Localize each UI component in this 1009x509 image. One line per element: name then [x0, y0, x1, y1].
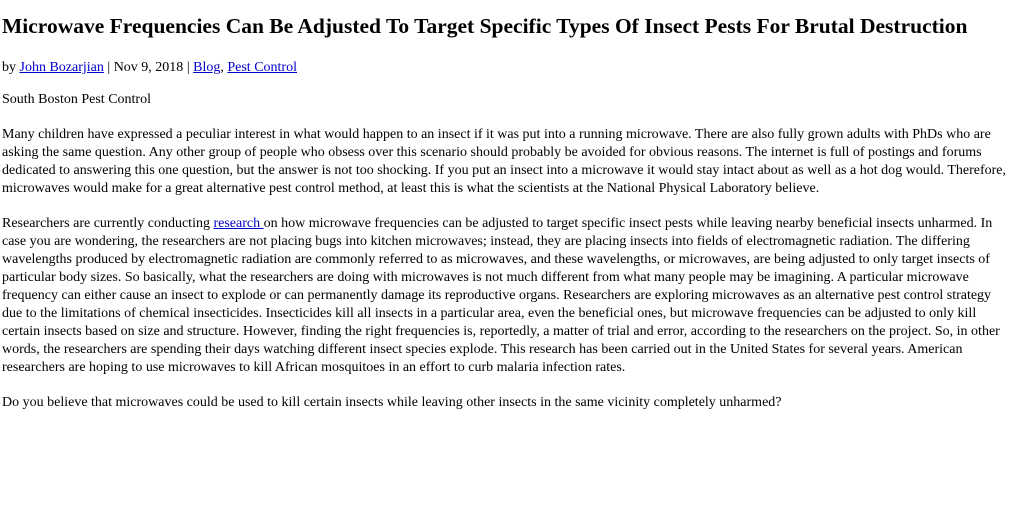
category-link-blog[interactable]: Blog	[193, 60, 221, 75]
article-paragraph-1: Many children have expressed a peculiar interest in what would happen to an insect if it was put into a running microwave. There are also fully grown adults with PhDs who are asking the same question. Any other group of people who obsess over this scenario should probably be avoided for obvious reasons. The internet is full of postings and forums dedicated to answering this one question, but the answer is not too shocking. If you put an insect into a microwave it would stay intact about as well as a hot dog would. Therefore, microwaves would make for a great alternative pest control method, at least this is what the scientists at the National Physical Laboratory believe.	[2, 127, 1007, 196]
meta-separator: |	[103, 60, 114, 75]
article-paragraph-3: Do you believe that microwaves could be used to kill certain insects while leaving other insects in the same vicinity completely unharmed?	[2, 395, 782, 410]
article-title: Microwave Frequencies Can Be Adjusted To Target Specific Types Of Insect Pests For Brutal Destruction	[2, 14, 968, 38]
post-date: Nov 9, 2018	[113, 60, 184, 75]
article-page	[0, 12, 1009, 412]
article-meta	[2, 59, 1007, 77]
article-subheading: South Boston Pest Control	[2, 92, 151, 107]
paragraph-2-intro: Researchers are currently conducting	[2, 216, 214, 231]
paragraph-2-body: on how microwave frequencies can be adjusted to target specific insect pests while leaving nearby beneficial insects unharmed. In case you are wondering, the researchers are not placing bugs into kitchen microwaves; instead, they are placing insects into fields of electromagnetic radiation. The differing wavelengths produced by electromagnetic radiation are commonly referred to as microwaves, and these wavelengths, or microwaves, are being adjusted to only target insects of particular body sizes. So basically, what the researchers are doing with microwaves is not much different from what many people may be imagining. A particular microwave frequency can either cause an insect to explode or can permanently damage its reproductive organs. Researchers are exploring microwaves as an alternative pest control strategy due to the limitations of chemical insecticides. Insecticides kill all insects in a particular area, even the beneficial ones, but microwave frequencies can be adjusted to only kill certain insects based on size and structure. However, finding the right frequencies is, reportedly, a matter of trial and error, according to the researchers on the project. So, in other words, the researchers are spending their days watching different insect species explode. This research has been carried out in the United States for several years. American researchers are hoping to use microwaves to kill African mosquitoes in an effort to curb malaria infection rates.	[2, 216, 1000, 375]
meta-by: by	[2, 60, 20, 75]
meta-separator: |	[183, 60, 194, 75]
category-link-pest-control[interactable]: Pest Control	[227, 60, 297, 75]
meta-comma: ,	[220, 60, 228, 75]
author-link[interactable]: John Bozarjian	[19, 60, 104, 75]
article-content	[2, 91, 1007, 412]
research-link[interactable]: research	[213, 216, 264, 231]
article-paragraph-2	[2, 215, 1007, 377]
